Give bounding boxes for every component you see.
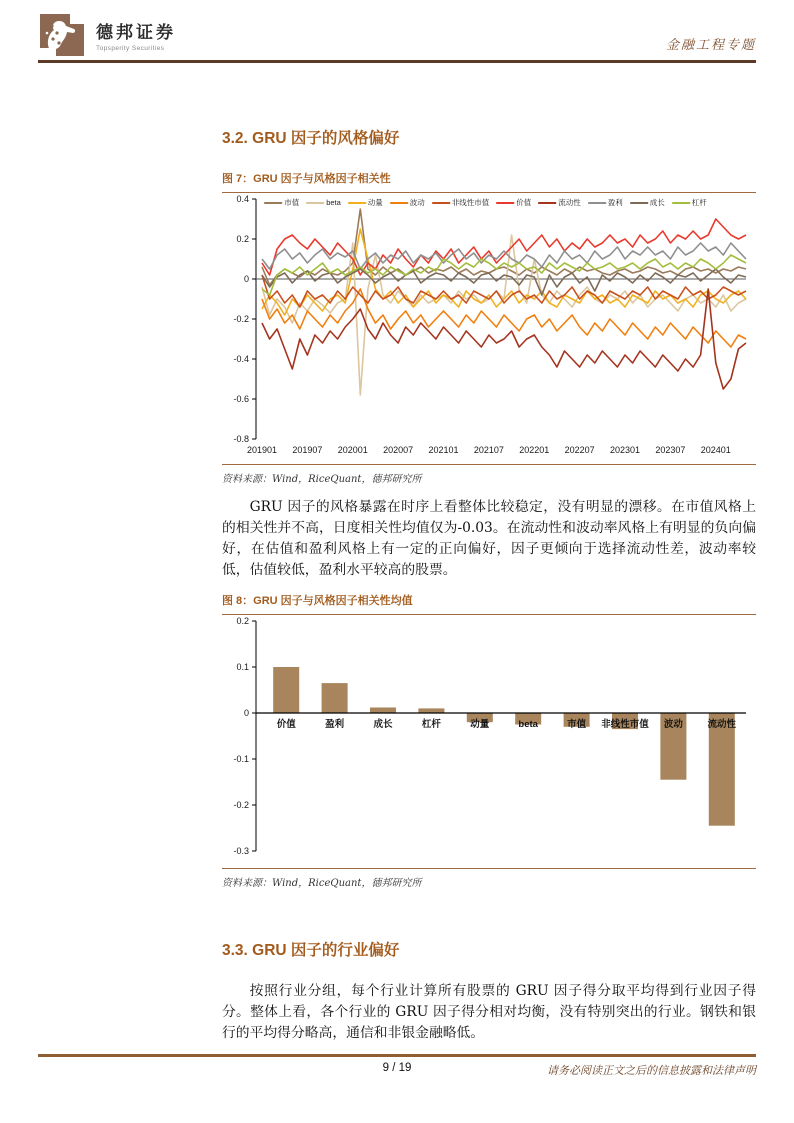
fig7-x-tick-label: 202201 (519, 445, 550, 455)
section-title-3-3: 3.3. GRU 因子的行业偏好 (222, 942, 400, 959)
figure-8-bottom-rule (222, 868, 756, 869)
page-number: 9 / 19 (382, 1062, 412, 1074)
fig7-y-tick-label: 0 (243, 274, 249, 284)
figure-7-legend (264, 197, 714, 208)
legend-label: 价值 (516, 198, 532, 207)
fig7-x-tick-label: 202307 (655, 445, 686, 455)
legend-label: 流动性 (558, 198, 581, 207)
fig8-y-tick-label: 0.2 (236, 616, 249, 626)
figure-7-chart (222, 193, 756, 464)
legend-item-动量 (348, 197, 383, 208)
footer-divider (38, 1054, 756, 1057)
legend-item-beta (306, 198, 341, 207)
fig8-category-label: 成长 (373, 719, 393, 730)
legend-item-成长 (630, 197, 665, 208)
brand-leopard-icon (38, 12, 86, 58)
fig7-x-tick-label: 202101 (428, 445, 459, 455)
bar-杠杆 (418, 708, 444, 713)
fig7-y-tick-label: 0.2 (236, 234, 249, 244)
legend-item-非线性市值 (432, 197, 490, 208)
legend-item-波动 (390, 197, 425, 208)
header-divider (38, 60, 756, 63)
fig8-category-label: 盈利 (325, 719, 345, 730)
figure-8-source: 资料来源：Wind，RiceQuant，德邦研究所 (222, 878, 422, 889)
fig7-x-tick-label: 202301 (609, 445, 641, 455)
figure-7-bottom-rule (222, 464, 756, 465)
brand-text (96, 18, 176, 52)
legend-swatch-成长 (630, 202, 648, 204)
fig7-x-tick-label: 202007 (383, 445, 414, 455)
fig7-y-tick-label: 0.4 (236, 194, 249, 204)
legend-swatch-波动 (390, 202, 408, 204)
fig8-category-label: 非线性市值 (601, 719, 649, 730)
fig8-y-tick-label: -0.1 (233, 754, 249, 764)
legend-label: 波动 (409, 198, 425, 207)
fig8-category-label: 市值 (567, 719, 587, 730)
paragraph-3-2: GRU 因子的风格暴露在时序上看整体比较稳定，没有明显的漂移。在市值风格上的相关性并不高，日度相关性均值仅为-0.03。在流动性和波动率风格上有明显的负向偏好，在估值和盈利风格上有一定的正向偏好，因子更倾向于选择流动性差，波动率较低，估值较低，盈利水平较高的股票。 (222, 499, 756, 578)
bar-价值 (273, 667, 299, 713)
legend-label: beta (326, 198, 341, 207)
fig8-y-tick-label: 0 (243, 708, 249, 718)
figure-7 (222, 170, 756, 485)
figure-7-line-chart (222, 193, 756, 459)
fig7-y-tick-label: -0.4 (233, 354, 249, 364)
legend-item-杠杆 (672, 197, 707, 208)
figure-8-chart (222, 615, 756, 868)
legend-swatch-盈利 (588, 202, 606, 204)
header-brand (38, 12, 176, 58)
legend-label: 杠杆 (691, 198, 707, 207)
fig7-y-tick-label: -0.8 (233, 434, 249, 444)
fig7-x-tick-label: 202001 (337, 445, 368, 455)
bar-盈利 (322, 683, 348, 713)
brand-name-cn: 德邦证券 (96, 23, 176, 42)
figure-8 (222, 592, 756, 889)
bar-成长 (370, 707, 396, 713)
fig8-category-label: beta (518, 719, 538, 730)
legend-swatch-杠杆 (672, 202, 690, 204)
fig7-x-tick-label: 201907 (292, 445, 323, 455)
legend-swatch-非线性市值 (432, 202, 450, 204)
figure-7-source: 资料来源：Wind，RiceQuant，德邦研究所 (222, 474, 422, 485)
legend-swatch-市值 (264, 202, 282, 204)
figure-8-caption: 图 8：GRU 因子与风格因子相关性均值 (222, 595, 413, 607)
legend-item-市值 (264, 197, 299, 208)
fig7-x-tick-label: 202107 (473, 445, 504, 455)
fig8-category-label: 杠杆 (421, 719, 441, 730)
fig8-category-label: 波动 (663, 719, 683, 730)
fig7-x-tick-label: 201901 (246, 445, 278, 455)
legend-label: 盈利 (607, 198, 623, 207)
legend-label: 动量 (367, 198, 383, 207)
brand-name-en: Topsperity Securities (96, 45, 165, 52)
figure-8-bar-chart (222, 615, 756, 863)
legend-swatch-流动性 (538, 202, 556, 204)
fig8-category-label: 动量 (470, 719, 490, 730)
series-line-流动性 (262, 289, 746, 389)
legend-item-盈利 (588, 197, 623, 208)
legend-item-流动性 (538, 197, 581, 208)
fig8-y-tick-label: 0.1 (236, 662, 249, 672)
legend-item-价值 (496, 197, 531, 208)
fig7-y-tick-label: -0.6 (233, 394, 249, 404)
fig7-x-tick-label: 202207 (564, 445, 595, 455)
doc-type-label: 金融工程专题 (665, 38, 756, 53)
fig8-y-tick-label: -0.3 (233, 846, 249, 856)
figure-7-caption: 图 7：GRU 因子与风格因子相关性 (222, 173, 391, 185)
legend-swatch-beta (306, 202, 324, 204)
legend-label: 市值 (284, 198, 300, 207)
fig7-y-tick-label: -0.2 (233, 314, 249, 324)
legend-swatch-动量 (348, 202, 366, 204)
fig7-x-tick-label: 202401 (700, 445, 731, 455)
fig8-category-label: 价值 (276, 719, 296, 730)
paragraph-3-3: 按照行业分组，每个行业计算所有股票的 GRU 因子得分取平均得到行业因子得分。整体上看，各个行业的 GRU 因子得分相对均衡，没有特别突出的行业。钢铁和银行的平均得分略高，通信和非银金融略低。 (222, 983, 756, 1041)
fig8-category-label: 流动性 (707, 719, 737, 730)
footer-disclaimer: 请务必阅读正文之后的信息披露和法律声明 (547, 1064, 756, 1077)
legend-label: 成长 (649, 198, 665, 207)
fig8-y-tick-label: -0.2 (233, 800, 249, 810)
section-title-3-2: 3.2. GRU 因子的风格偏好 (222, 130, 400, 147)
legend-swatch-价值 (496, 202, 514, 204)
legend-label: 非线性市值 (451, 198, 490, 207)
